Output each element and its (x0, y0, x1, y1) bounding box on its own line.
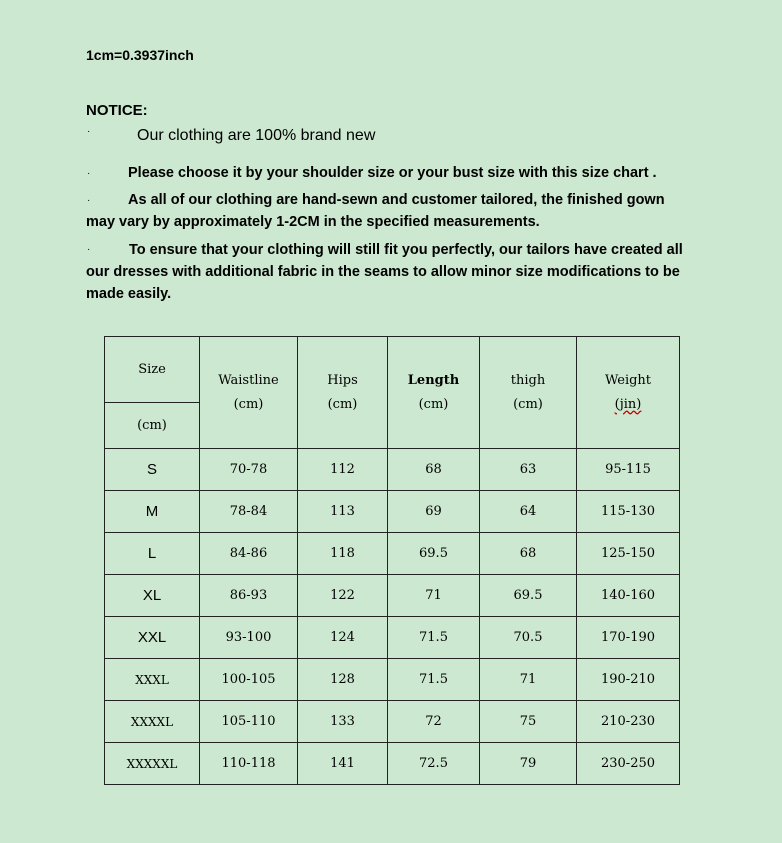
header-label: Weight (604, 372, 652, 388)
size-label: M (105, 491, 200, 533)
header-unit: (jin) (614, 396, 642, 412)
table-cell: 110-118 (200, 743, 298, 785)
size-chart-table (104, 336, 680, 785)
table-cell: 64 (480, 491, 577, 533)
table-cell: 118 (298, 533, 388, 575)
table-row (105, 449, 680, 491)
table-cell: 113 (298, 491, 388, 533)
bullet: · (87, 126, 91, 137)
header-label: thigh (510, 372, 546, 388)
table-cell: 115-130 (577, 491, 680, 533)
table-cell: 133 (298, 701, 388, 743)
table-cell: 72.5 (388, 743, 480, 785)
bullet: · (87, 244, 91, 255)
table-row (105, 743, 680, 785)
table-row (105, 617, 680, 659)
size-label: XXXXL (105, 701, 200, 743)
table-cell: 128 (298, 659, 388, 701)
table-cell: 86-93 (200, 575, 298, 617)
bullet: · (87, 168, 91, 179)
table-cell: 112 (298, 449, 388, 491)
table-cell: 141 (298, 743, 388, 785)
table-cell: 79 (480, 743, 577, 785)
size-label: S (105, 449, 200, 491)
table-cell: 70-78 (200, 449, 298, 491)
table-cell: 210-230 (577, 701, 680, 743)
table-cell: 71.5 (388, 617, 480, 659)
notice-item-choose-size: Please choose it by your shoulder size or your bust size with this size chart . (128, 165, 657, 181)
size-header: Size (105, 337, 200, 403)
header-label: Waistline (218, 372, 279, 388)
size-label: L (105, 533, 200, 575)
notice-item-hand-sewn-cont: may vary by approximately 1-2CM in the specified measurements. (86, 214, 540, 230)
unit-conversion: 1cm=0.3937inch (86, 47, 194, 63)
table-cell: 72 (388, 701, 480, 743)
table-row (105, 701, 680, 743)
notice-item-brand-new: Our clothing are 100% brand new (137, 127, 376, 144)
header-unit: (cm) (513, 396, 543, 412)
header-waistline (200, 337, 298, 449)
table-cell: 70.5 (480, 617, 577, 659)
table-cell: 69.5 (388, 533, 480, 575)
table-cell: 190-210 (577, 659, 680, 701)
size-unit: (cm) (105, 403, 200, 449)
table-cell: 122 (298, 575, 388, 617)
notice-item-fit-cont2: made easily. (86, 286, 172, 302)
notice-item-fit: To ensure that your clothing will still fit you perfectly, our tailors have created all (129, 242, 683, 258)
table-cell: 71.5 (388, 659, 480, 701)
table-cell: 140-160 (577, 575, 680, 617)
table-header-row (105, 337, 680, 403)
size-label: XL (105, 575, 200, 617)
table-cell: 69.5 (480, 575, 577, 617)
table-cell: 124 (298, 617, 388, 659)
notice-item-hand-sewn: As all of our clothing are hand-sewn and customer tailored, the finished gown (128, 192, 665, 208)
header-unit: (cm) (327, 396, 358, 412)
table-cell: 63 (480, 449, 577, 491)
table-cell: 71 (480, 659, 577, 701)
header-weight (577, 337, 680, 449)
header-hips (298, 337, 388, 449)
bullet: · (87, 195, 91, 206)
table-row (105, 659, 680, 701)
table-row (105, 575, 680, 617)
header-unit: (cm) (418, 396, 449, 412)
table-cell: 95-115 (577, 449, 680, 491)
header-thigh (480, 337, 577, 449)
table-cell: 170-190 (577, 617, 680, 659)
table-cell: 100-105 (200, 659, 298, 701)
header-unit: (cm) (233, 396, 264, 412)
header-label: Length (407, 372, 460, 388)
table-cell: 230-250 (577, 743, 680, 785)
table-cell: 69 (388, 491, 480, 533)
table-row (105, 491, 680, 533)
table-cell: 71 (388, 575, 480, 617)
size-label: XXL (105, 617, 200, 659)
table-cell: 68 (480, 533, 577, 575)
size-label: XXXL (105, 659, 200, 701)
table-cell: 84-86 (200, 533, 298, 575)
table-row (105, 533, 680, 575)
table-cell: 93-100 (200, 617, 298, 659)
header-length (388, 337, 480, 449)
table-cell: 78-84 (200, 491, 298, 533)
table-cell: 105-110 (200, 701, 298, 743)
size-label: XXXXXL (105, 743, 200, 785)
table-cell: 75 (480, 701, 577, 743)
notice-heading: NOTICE: (86, 102, 148, 119)
table-cell: 125-150 (577, 533, 680, 575)
notice-item-fit-cont: our dresses with additional fabric in the seams to allow minor size modifications to be (86, 264, 680, 280)
header-label: Hips (327, 372, 358, 388)
table-cell: 68 (388, 449, 480, 491)
